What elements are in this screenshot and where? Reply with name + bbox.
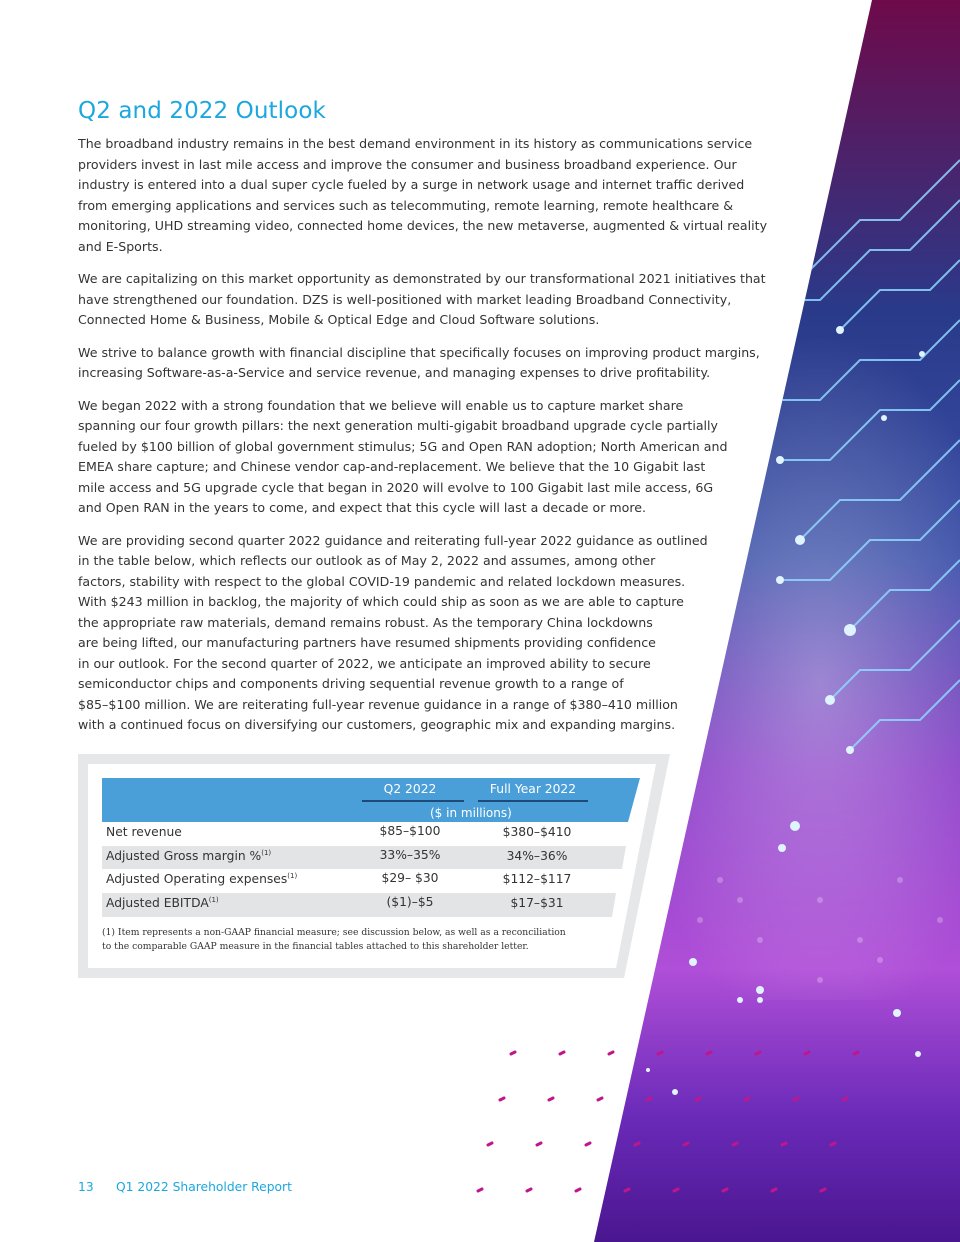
text-line: industry is entered into a dual super cycle fueled by a surge in network usage and internet traffic derived: [78, 177, 745, 192]
table-row: [100, 844, 620, 868]
full-year-value: $380–$410: [502, 825, 572, 839]
text-line: increasing Software-as-a-Service and service revenue, and managing expenses to drive profitability.: [78, 365, 711, 380]
text-line: factors, stability with respect to the global COVID-19 pandemic and related lockdown measures.: [78, 573, 686, 589]
footnote-line: to the comparable GAAP measure in the financial tables attached to this shareholder letter.: [102, 941, 529, 952]
paragraph-growth-pillars: [78, 396, 770, 519]
text-line: from emerging applications and services such as telecommuting, remote learning, remote healthcare &: [78, 197, 734, 213]
text-line: spanning our four growth pillars: the next generation multi-gigabit broadband upgrade cycle partially: [78, 418, 718, 433]
footnote-line: (1) Item represents a non-GAAP financial measure; see discussion below, as well as a reconciliation: [102, 927, 566, 938]
text-line: and Open RAN in the years to come, and expect that this cycle will last a decade or more.: [78, 500, 647, 515]
row-label: Adjusted Operating expenses$^{(1)}$: [106, 872, 298, 886]
full-year-value: $112–$117: [502, 872, 572, 886]
table-row: [100, 820, 620, 844]
row-label: Adjusted Gross margin %$^{(1)}$: [106, 848, 272, 863]
column-header-q2: Q2 2022: [383, 782, 437, 796]
text-line: and E-Sports.: [78, 238, 163, 254]
text-line: in the table below, which reflects our outlook as of May 2, 2022 and assumes, among other: [78, 553, 656, 568]
text-line: with a continued focus on diversifying our customers, geographic mix and expanding margins.: [78, 717, 676, 732]
q2-value: ($1)–$5: [386, 894, 434, 909]
row-label: Net revenue: [106, 825, 182, 839]
text-line: semiconductor chips and components driving sequential revenue growth to a range of: [78, 676, 624, 691]
page-number: 13: [78, 1180, 94, 1194]
text-line: are being lifted, our manufacturing partners have resumed shipments providing confidence: [78, 635, 656, 650]
units-label: ($ in millions): [430, 806, 512, 820]
q2-value: $85–$100: [379, 824, 441, 838]
q2-value: $29– $30: [381, 871, 439, 885]
text-line: in our outlook. For the second quarter of 2022, we anticipate an improved ability to secure: [78, 655, 651, 671]
text-line: We are capitalizing on this market opportunity as demonstrated by our transformational 2021 initiatives that: [78, 271, 766, 286]
text-line: We are providing second quarter 2022 guidance and reiterating full-year 2022 guidance as outlined: [78, 532, 708, 548]
text-line: The broadband industry remains in the best demand environment in its history as communications service: [78, 136, 753, 151]
text-line: have strengthened our foundation. DZS is well-positioned with market leading Broadband Connectivity,: [78, 291, 732, 307]
table-row: [100, 867, 620, 891]
guidance-table-box: [78, 754, 670, 978]
table-row: [100, 891, 620, 915]
section-heading: Q2 and 2022 Outlook: [78, 98, 326, 124]
full-year-value: $17–$31: [510, 895, 564, 910]
text-line: We began 2022 with a strong foundation that we believe will enable us to capture market share: [78, 397, 684, 413]
text-line: Connected Home & Business, Mobile & Optical Edge and Cloud Software solutions.: [78, 312, 600, 327]
paragraph-guidance: [78, 531, 770, 736]
text-line: $85–$100 million. We are reiterating full-year revenue guidance in a range of $380–410 million: [78, 696, 678, 712]
text-line: EMEA share capture; and Chinese vendor cap-and-replacement. We believe that the 10 Gigabit last: [78, 459, 706, 474]
q2-value: 33%–35%: [379, 847, 441, 862]
full-year-value: 34%–36%: [506, 848, 568, 863]
report-title: Q1 2022 Shareholder Report: [116, 1180, 292, 1194]
page-footer: [78, 1180, 292, 1194]
text-line: We strive to balance growth with financial discipline that specifically focuses on improving product margins,: [78, 344, 760, 360]
row-label: Adjusted EBITDA$^{(1)}$: [106, 895, 219, 910]
paragraph-capitalizing: [78, 269, 770, 331]
text-line: the appropriate raw materials, demand remains robust. As the temporary China lockdowns: [78, 614, 653, 630]
column-header-full-year: Full Year 2022: [489, 782, 577, 796]
paragraph-discipline: [78, 343, 770, 384]
guidance-table: [100, 778, 620, 914]
text-line: fueled by $100 billion of global government stimulus; 5G and Open RAN adoption; North American and: [78, 438, 728, 454]
paragraph-industry: [78, 134, 770, 257]
table-footnote: [102, 926, 642, 954]
text-line: With $243 million in backlog, the majority of which could ship as soon as we are able to capture: [78, 594, 684, 609]
text-line: mile access and 5G upgrade cycle that began in 2020 will evolve to 100 Gigabit last mile access, 6G: [78, 479, 714, 495]
column-underline: [362, 800, 464, 802]
outlook-section: [78, 98, 770, 748]
text-line: providers invest in last mile access and improve the consumer and business broadband experience. Our: [78, 156, 737, 172]
text-line: monitoring, UHD streaming video, connected home devices, the new metaverse, augmented & virtual reality: [78, 218, 768, 233]
column-underline: [478, 800, 588, 802]
table-header: [100, 778, 620, 820]
